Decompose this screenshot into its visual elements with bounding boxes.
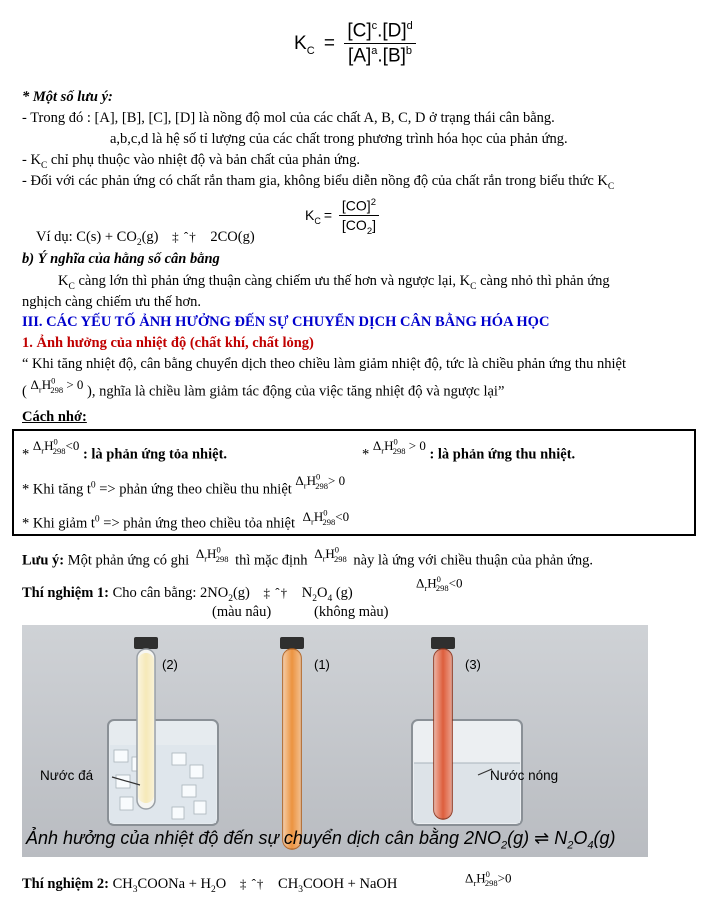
label-tube-1: (1) [314, 657, 330, 672]
exp2-line: Thí nghiệm 2: $CH_3COONa + H_2O$ ‡ ˆ† $CH_3COOH$ + NaOH [22, 876, 398, 895]
exp1-delta-h: $\Delta_rH^0_{298}<0$ [416, 574, 463, 593]
tube-2 [134, 637, 158, 809]
quote-line1: “ Khi tăng nhiệt độ, cân bằng chuyển dịch theo chiều làm giảm nhiệt độ, tức là chiều phản ứng thu nhiệt [22, 356, 627, 372]
label-ice-water: Nước đá [40, 768, 94, 783]
box-line3: * Khi giảm $t^0$ => phản ứng theo chiều tỏa nhiệt $\Delta_rH^0_{298}<0$ [22, 508, 350, 532]
photo-caption: Ảnh hưởng của nhiệt độ đến sự chuyển dịch cân bằng $2NO_2(g)$ ⇌ $N_2O_4(g)$ [26, 828, 616, 852]
note-line: Lưu ý: Một phản ứng có ghi $\Delta_rH^0_{298}$ thì mặc định $\Delta_rH^0_{298}$ này là ứng với chiều thuận của phản ứng. [22, 545, 594, 569]
notes-heading: * Một số lưu ý: [22, 89, 113, 105]
box-line1-right: * $\Delta_rH^0_{298} > 0$ : là phản ứng thu nhiệt. [362, 437, 576, 463]
notes-line1: - Trong đó : [A], [B], [C], [D] là nồng độ mol của các chất A, B, C, D ở trạng thái cân bằng. [22, 110, 555, 126]
label-hot-water: Nước nóng [490, 768, 559, 783]
quote-line2: ( $\Delta_rH^0_{298} > 0$ ), nghĩa là chiều làm giảm tác động của việc tăng nhiệt độ và ngược lại” [22, 376, 505, 400]
section3-title: III. CÁC YẾU TỐ ẢNH HƯỞNG ĐẾN SỰ CHUYỂN DỊCH CÂN BẰNG HÓA HỌC [22, 314, 550, 330]
exp2-delta-h: $\Delta_rH^0_{298}>0$ [465, 869, 512, 888]
kc-formula: $K_C$ = $\frac{[C]^c.[D]^d}{[A]^a.[B]^b}$ [294, 20, 416, 68]
box-line1-left: * $\Delta_rH^0_{298}<0$ : là phản ứng tỏa nhiệt. [22, 437, 228, 463]
kc-fraction [344, 20, 415, 68]
equilibrium-arrows-icon: ‡ ˆ† [239, 876, 265, 891]
experiment-photo [22, 625, 648, 857]
kc-denominator: $[A]^a.[B]^b$ [348, 45, 413, 67]
example-kc: $K_C$ = $\frac{[CO]^2}{[CO_2]}$ [305, 197, 379, 236]
section3-subtitle: 1. Ảnh hưởng của nhiệt độ (chất khí, chất lỏng) [22, 335, 314, 351]
notes-line4: - Đối với các phản ứng có chất rắn tham gia, không biểu diễn nồng độ của chất rắn trong biểu thức $K_C$ [22, 173, 615, 192]
remember-label: Cách nhớ: [22, 409, 87, 425]
example-equation: Ví dụ: $C(s) + CO_2(g)$ ‡ ˆ† 2CO(g) [36, 229, 255, 248]
notes-line3: - $K_C$ chỉ phụ thuộc vào nhiệt độ và bản chất của phản ứng. [22, 152, 360, 171]
meaning-heading: b) Ý nghĩa của hằng số cân bằng [22, 251, 220, 267]
box-line2: * Khi tăng $t^0$ => phản ứng theo chiều thu nhiệt $\Delta_rH^0_{298}> 0$ [22, 472, 346, 498]
exp1-color-clear: (không màu) [314, 604, 389, 620]
kc-numerator: $[C]^c.[D]^d$ [344, 20, 415, 44]
equilibrium-arrows-icon: ‡ ˆ† [263, 585, 289, 600]
exp1-line: Thí nghiệm 1: Cho cân bằng: $2NO_2(g)$ ‡ ˆ† $N_2O_4$ (g) [22, 585, 353, 604]
notes-line2: a,b,c,d là hệ số tỉ lượng của các chất trong phương trình hóa học của phản ứng. [110, 131, 568, 147]
delta-h-positive: $\Delta_rH^0_{298} > 0$ [30, 376, 84, 395]
ice-beaker [108, 720, 218, 825]
meaning-para-line2: nghịch càng chiếm ưu thế hơn. [22, 294, 202, 310]
tube-3 [431, 637, 455, 819]
tube-1 [280, 637, 304, 849]
kc-symbol: $K_C$ [294, 32, 315, 57]
exp1-color-brown: (màu nâu) [212, 604, 272, 620]
meaning-para: $K_C$ càng lớn thì phản ứng thuận càng chiếm ưu thế hơn và ngược lại, $K_C$ càng nhỏ thì phản ứng [58, 273, 610, 292]
test-tubes-illustration [22, 625, 648, 857]
label-tube-3: (3) [465, 657, 481, 672]
equilibrium-arrows-icon: ‡ ˆ† [172, 229, 197, 244]
label-tube-2: (2) [162, 657, 178, 672]
